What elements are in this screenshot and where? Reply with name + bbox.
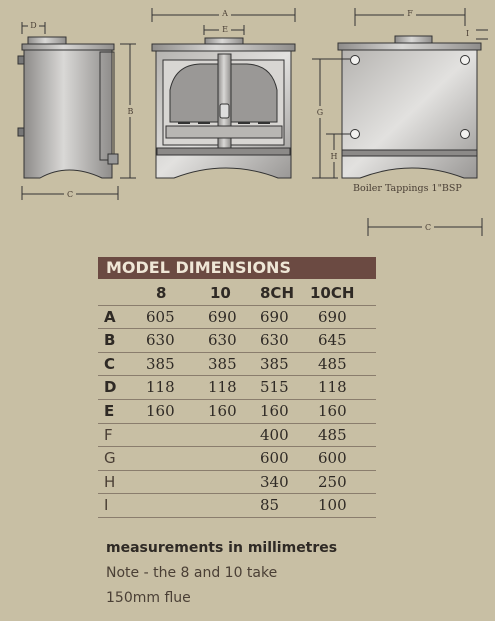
boiler-tappings-note: Boiler Tappings 1"BSP [353,183,462,194]
table-cell: 118 [318,378,347,397]
table-cell: 118 [208,378,237,397]
table-cell: 160 [318,401,347,420]
table-cell: 85 [260,496,280,515]
dimension-A [152,8,295,22]
table-cell: 160 [146,401,175,420]
table-row [98,471,376,495]
table-cell: 385 [208,354,237,373]
tapping-hole-icon [351,56,360,65]
dimension-B [120,44,136,178]
label-G: G [316,108,324,117]
table-cell: 250 [318,472,347,491]
table-row [98,400,376,424]
table-cell: 118 [146,378,175,397]
tapping-hole-icon [461,130,470,139]
table-cell: 645 [318,331,347,350]
table-row [98,376,376,400]
table-cell: 630 [146,331,175,350]
flue-note-line1: Note - the 8 and 10 take [106,565,278,581]
table-row [98,494,376,518]
flue-note-line2: 150mm flue [106,590,191,606]
dimension-C-left [22,186,118,200]
table-cell: 630 [260,331,289,350]
units-note: measurements in millimetres [106,540,338,556]
front-view-stove [152,38,295,178]
table-row [98,353,376,377]
row-label: G [104,449,116,468]
side-view-stove [18,37,118,178]
label-C-right: C [424,223,432,232]
table-row [98,329,376,353]
table-header-row [98,282,376,306]
label-A: A [222,9,228,18]
table-cell: 630 [208,331,237,350]
row-label: F [104,425,113,444]
row-label: E [104,401,115,420]
table-cell: 160 [260,401,289,420]
label-B: B [127,107,134,116]
label-I: I [466,29,470,38]
table-cell: 690 [208,307,237,326]
row-label: I [104,496,109,515]
table-cell: 485 [318,354,347,373]
table-cell: 690 [260,307,289,326]
table-row [98,306,376,330]
table-cell: 600 [260,449,289,468]
table-cell: 385 [146,354,175,373]
table-row [98,447,376,471]
table-cell: 605 [146,307,175,326]
row-label: B [104,331,116,350]
label-F: F [407,9,413,18]
label-C-left: C [66,190,74,199]
dimension-E [204,24,244,35]
dimension-D [22,19,45,34]
row-label: A [104,307,116,326]
table-cell: 160 [208,401,237,420]
dimension-C-right [368,218,482,236]
tapping-hole-icon [351,130,360,139]
row-label: C [104,354,116,373]
table-cell: 100 [318,496,347,515]
tapping-hole-icon [461,56,470,65]
table-row [98,424,376,448]
column-header: 8CH [260,284,294,302]
table-cell: 385 [260,354,289,373]
table-cell: 600 [318,449,347,468]
column-header: 10CH [310,284,355,302]
label-D: D [30,21,37,30]
column-header: 8 [156,284,167,302]
label-E: E [222,25,228,34]
row-label: H [104,472,116,491]
back-view-stove [338,36,481,178]
table-cell: 485 [318,425,347,444]
table-cell: 340 [260,472,289,491]
table-cell: 400 [260,425,289,444]
row-label: D [104,378,117,397]
table-cell: 515 [260,378,289,397]
table-cell: 690 [318,307,347,326]
label-H: H [330,152,338,161]
dimension-F [355,8,465,26]
dimensions-table [98,282,376,518]
column-header: 10 [210,284,231,302]
table-title: MODEL DIMENSIONS [98,257,376,279]
dimension-I [466,29,488,39]
stove-drawings [0,0,495,250]
